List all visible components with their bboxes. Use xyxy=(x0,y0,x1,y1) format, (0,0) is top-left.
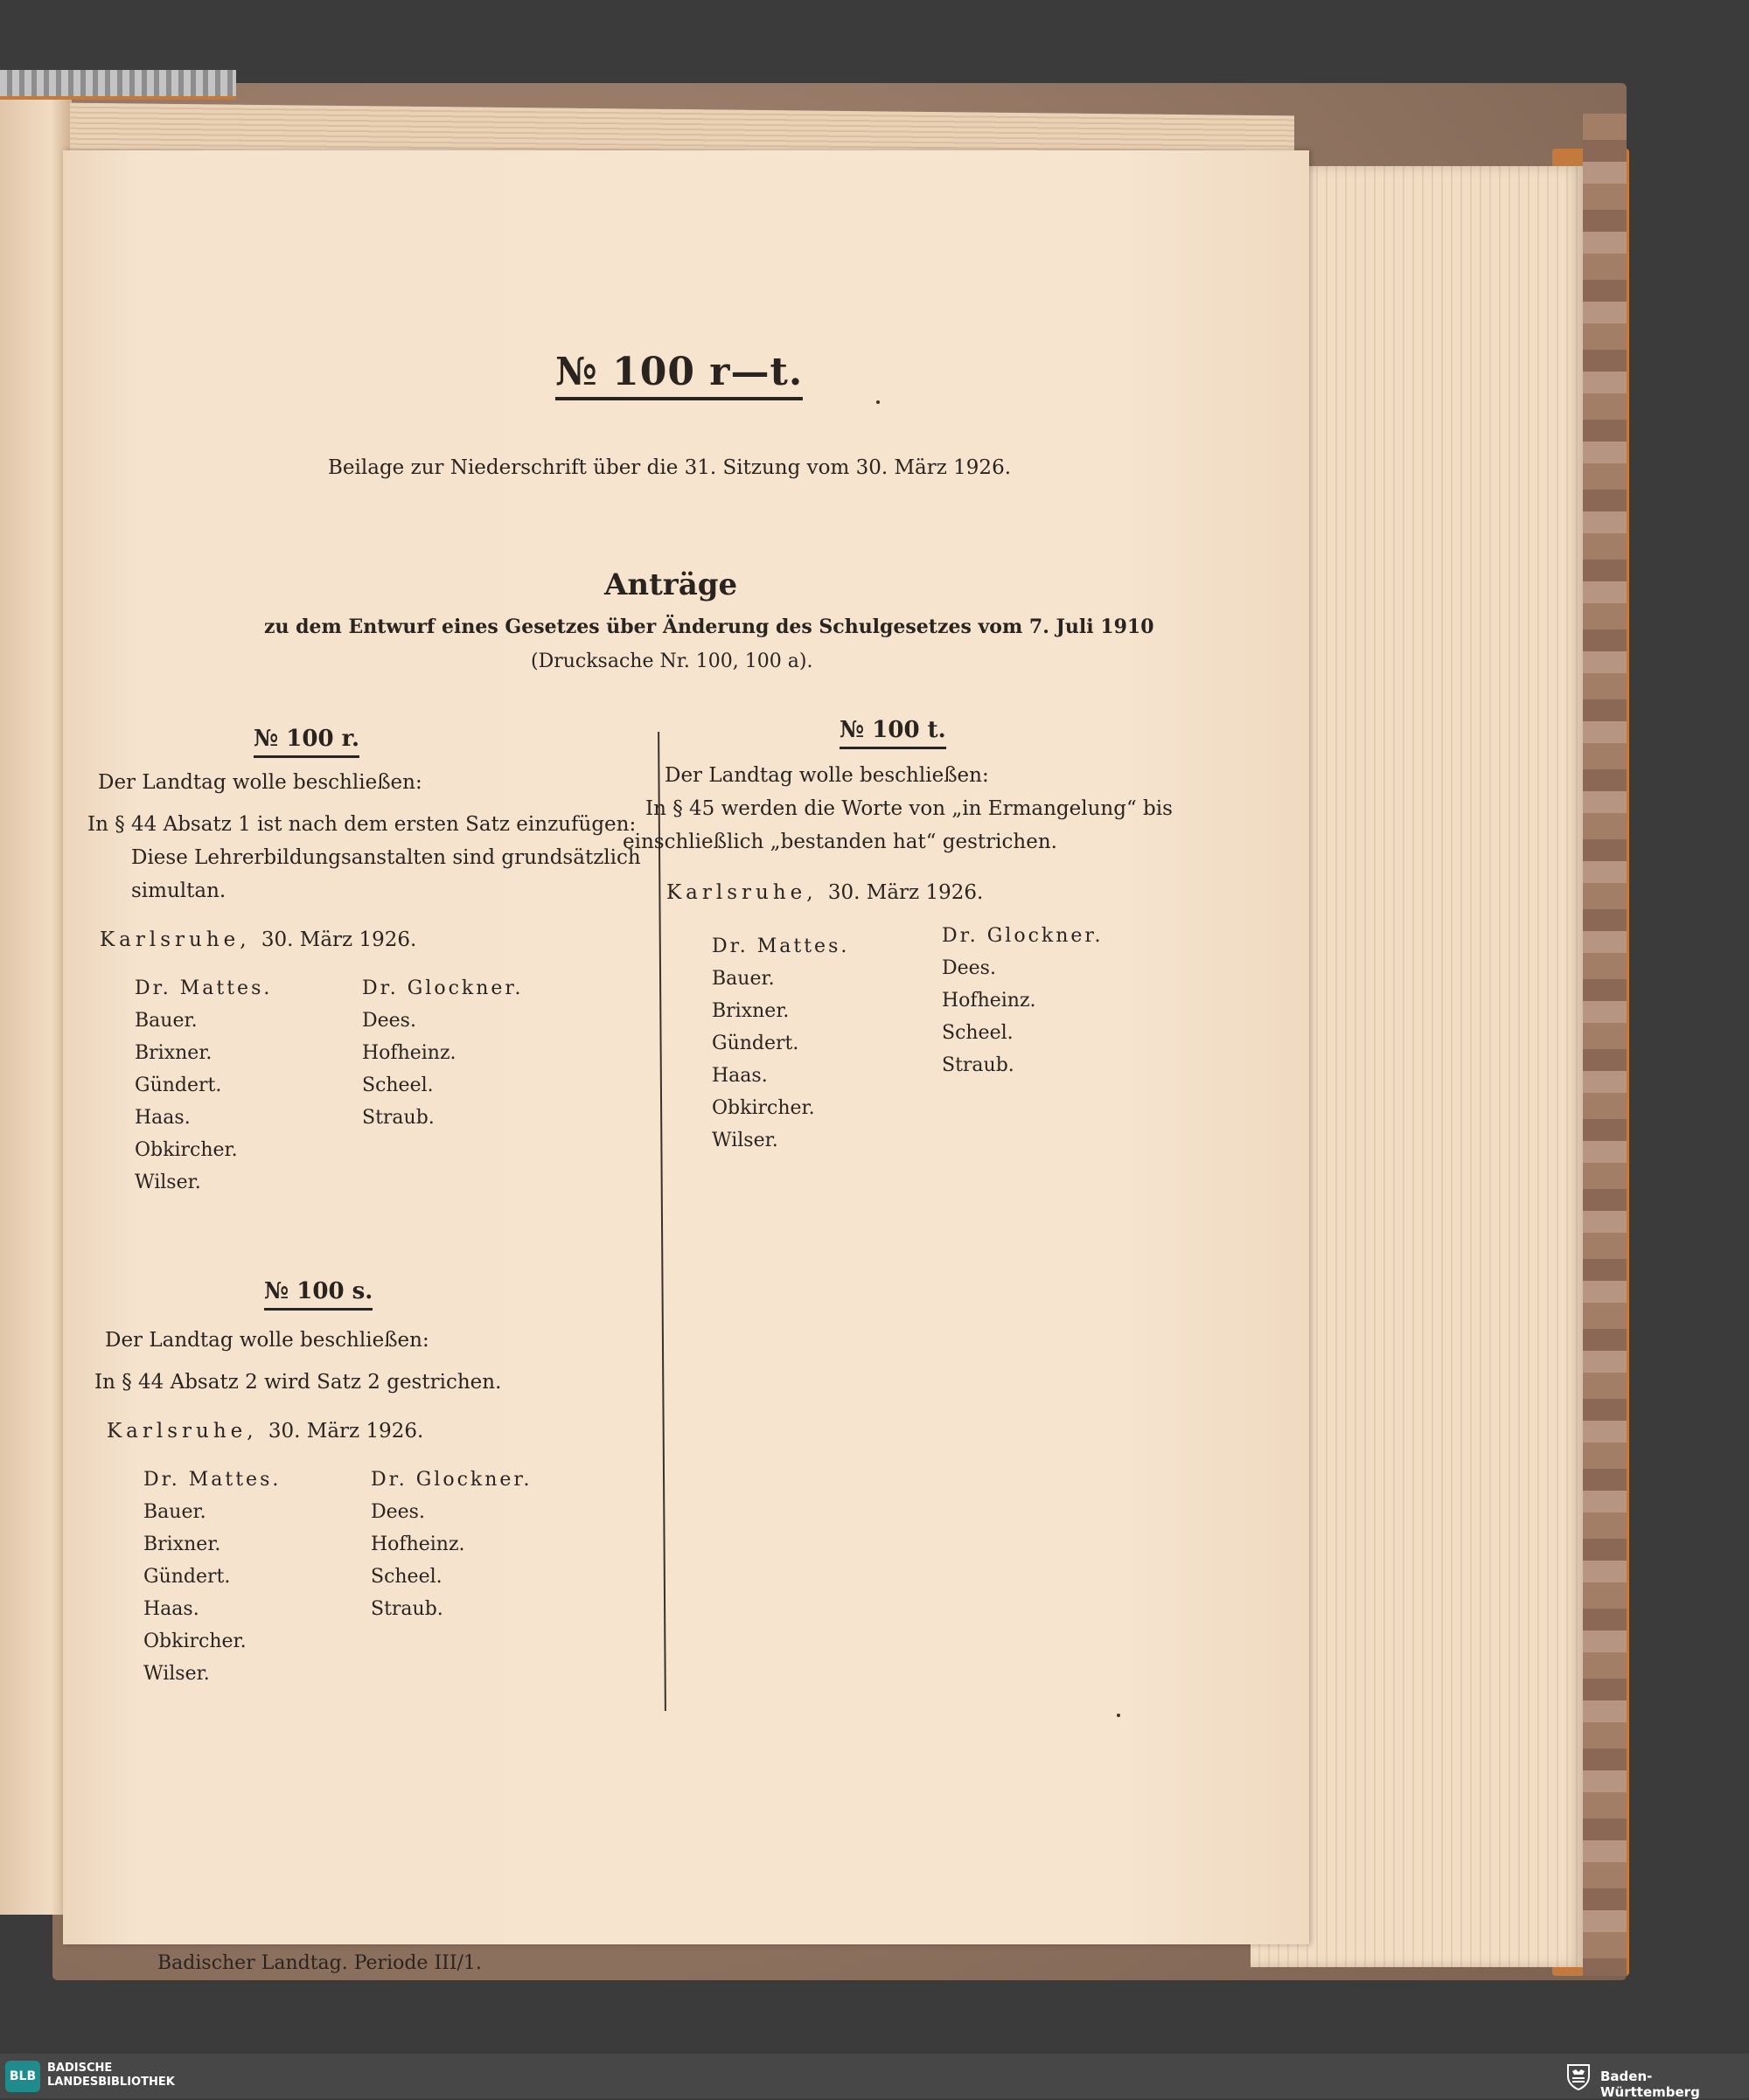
signatory: Straub. xyxy=(362,1107,435,1129)
motion-place: Karlsruhe, xyxy=(107,1420,258,1443)
state-name[interactable]: Baden-Württemberg xyxy=(1600,2069,1700,2100)
signatory: Scheel. xyxy=(371,1566,442,1588)
signatory: Straub. xyxy=(942,1054,1014,1076)
document-title: Anträge xyxy=(604,567,738,602)
signatory: Bauer. xyxy=(143,1501,206,1523)
motion-number: № 100 r. xyxy=(254,727,359,758)
signatory: Gündert. xyxy=(135,1074,222,1096)
bookmark-ribbon xyxy=(0,70,236,100)
ink-speck xyxy=(1117,1714,1120,1717)
motion-text-line: In § 44 Absatz 1 ist nach dem ersten Satz einzufügen: xyxy=(87,813,637,836)
signatory: Dees. xyxy=(362,1010,416,1032)
signatory: Hofheinz. xyxy=(362,1042,456,1064)
signatory: Bauer. xyxy=(712,968,775,990)
signatory: Brixner. xyxy=(712,1000,790,1022)
motion-preamble: Der Landtag wolle beschließen: xyxy=(665,764,989,787)
signatory: Wilser. xyxy=(135,1172,201,1193)
document-number-heading: № 100 r—t. xyxy=(555,353,803,400)
library-footer-bar xyxy=(0,2054,1749,2098)
signatory: Gündert. xyxy=(712,1033,799,1054)
signatory: Brixner. xyxy=(135,1042,213,1064)
library-name-line2: LANDESBIBLIOTHEK xyxy=(47,2076,175,2089)
baden-wuerttemberg-crest-icon xyxy=(1565,2062,1592,2090)
signatory: Dees. xyxy=(371,1501,425,1523)
motion-number: № 100 s. xyxy=(264,1280,373,1311)
signatory: Obkircher. xyxy=(143,1631,247,1652)
signatory: Dr. Mattes. xyxy=(143,1469,282,1491)
signatory: Dr. Mattes. xyxy=(712,935,850,957)
page-footer: Badischer Landtag. Periode III/1. xyxy=(157,1952,482,1974)
signatory: Bauer. xyxy=(135,1010,198,1032)
document-reference: (Drucksache Nr. 100, 100 a). xyxy=(531,650,813,672)
document-page xyxy=(63,150,1309,1974)
motion-text-line: Diese Lehrerbildungsanstalten sind grundsätzlich xyxy=(131,846,641,869)
motion-date: 30. März 1926. xyxy=(827,881,984,904)
signatory: Scheel. xyxy=(362,1074,434,1096)
motion-text-line: einschließlich „bestanden hat“ gestrichen. xyxy=(623,831,1057,853)
signatory: Dr. Mattes. xyxy=(135,977,273,999)
signatory: Obkircher. xyxy=(135,1139,238,1161)
motion-date: 30. März 1926. xyxy=(268,1420,424,1443)
signatory: Wilser. xyxy=(712,1130,778,1151)
motion-text-line: In § 44 Absatz 2 wird Satz 2 gestrichen. xyxy=(94,1371,502,1394)
signatory: Haas. xyxy=(712,1065,768,1087)
motion-preamble: Der Landtag wolle beschließen: xyxy=(98,771,422,794)
motion-place: Karlsruhe, xyxy=(100,928,251,951)
motion-place-date xyxy=(666,883,983,903)
left-page-edge xyxy=(0,96,72,1915)
signatory: Wilser. xyxy=(143,1663,210,1685)
motion-preamble: Der Landtag wolle beschließen: xyxy=(105,1329,429,1352)
motion-text-line: In § 45 werden die Worte von „in Ermangelung“ bis xyxy=(645,797,1173,820)
document-subtitle: Beilage zur Niederschrift über die 31. Sitzung vom 30. März 1926. xyxy=(328,456,1012,479)
signatory: Haas. xyxy=(135,1107,191,1129)
ink-speck xyxy=(876,400,880,404)
signatory: Hofheinz. xyxy=(942,990,1036,1012)
signatory: Scheel. xyxy=(942,1022,1014,1044)
library-name-line1: BADISCHE xyxy=(47,2062,113,2075)
motion-place: Karlsruhe, xyxy=(666,881,818,904)
signatory: Brixner. xyxy=(143,1533,221,1555)
motion-text-line: simultan. xyxy=(131,880,226,902)
document-intro: zu dem Entwurf eines Gesetzes über Änderung des Schulgesetzes vom 7. Juli 1910 xyxy=(264,615,1154,638)
motion-place-date xyxy=(107,1422,423,1442)
signatory: Dees. xyxy=(942,957,996,979)
blb-logo-icon[interactable]: BLB xyxy=(5,2061,40,2092)
signatory: Haas. xyxy=(143,1598,199,1620)
signatory: Gündert. xyxy=(143,1566,231,1588)
motion-date: 30. März 1926. xyxy=(261,928,417,951)
motion-number: № 100 t. xyxy=(840,719,946,749)
signatory: Dr. Glockner. xyxy=(371,1469,533,1491)
marbled-edge xyxy=(1583,114,1627,1976)
signatory: Hofheinz. xyxy=(371,1533,465,1555)
motion-place-date xyxy=(100,930,416,950)
column-divider xyxy=(658,732,666,1711)
library-name[interactable] xyxy=(47,2062,175,2090)
signatory: Straub. xyxy=(371,1598,443,1620)
signatory: Obkircher. xyxy=(712,1097,815,1119)
signatory: Dr. Glockner. xyxy=(362,977,524,999)
signatory: Dr. Glockner. xyxy=(942,925,1104,947)
